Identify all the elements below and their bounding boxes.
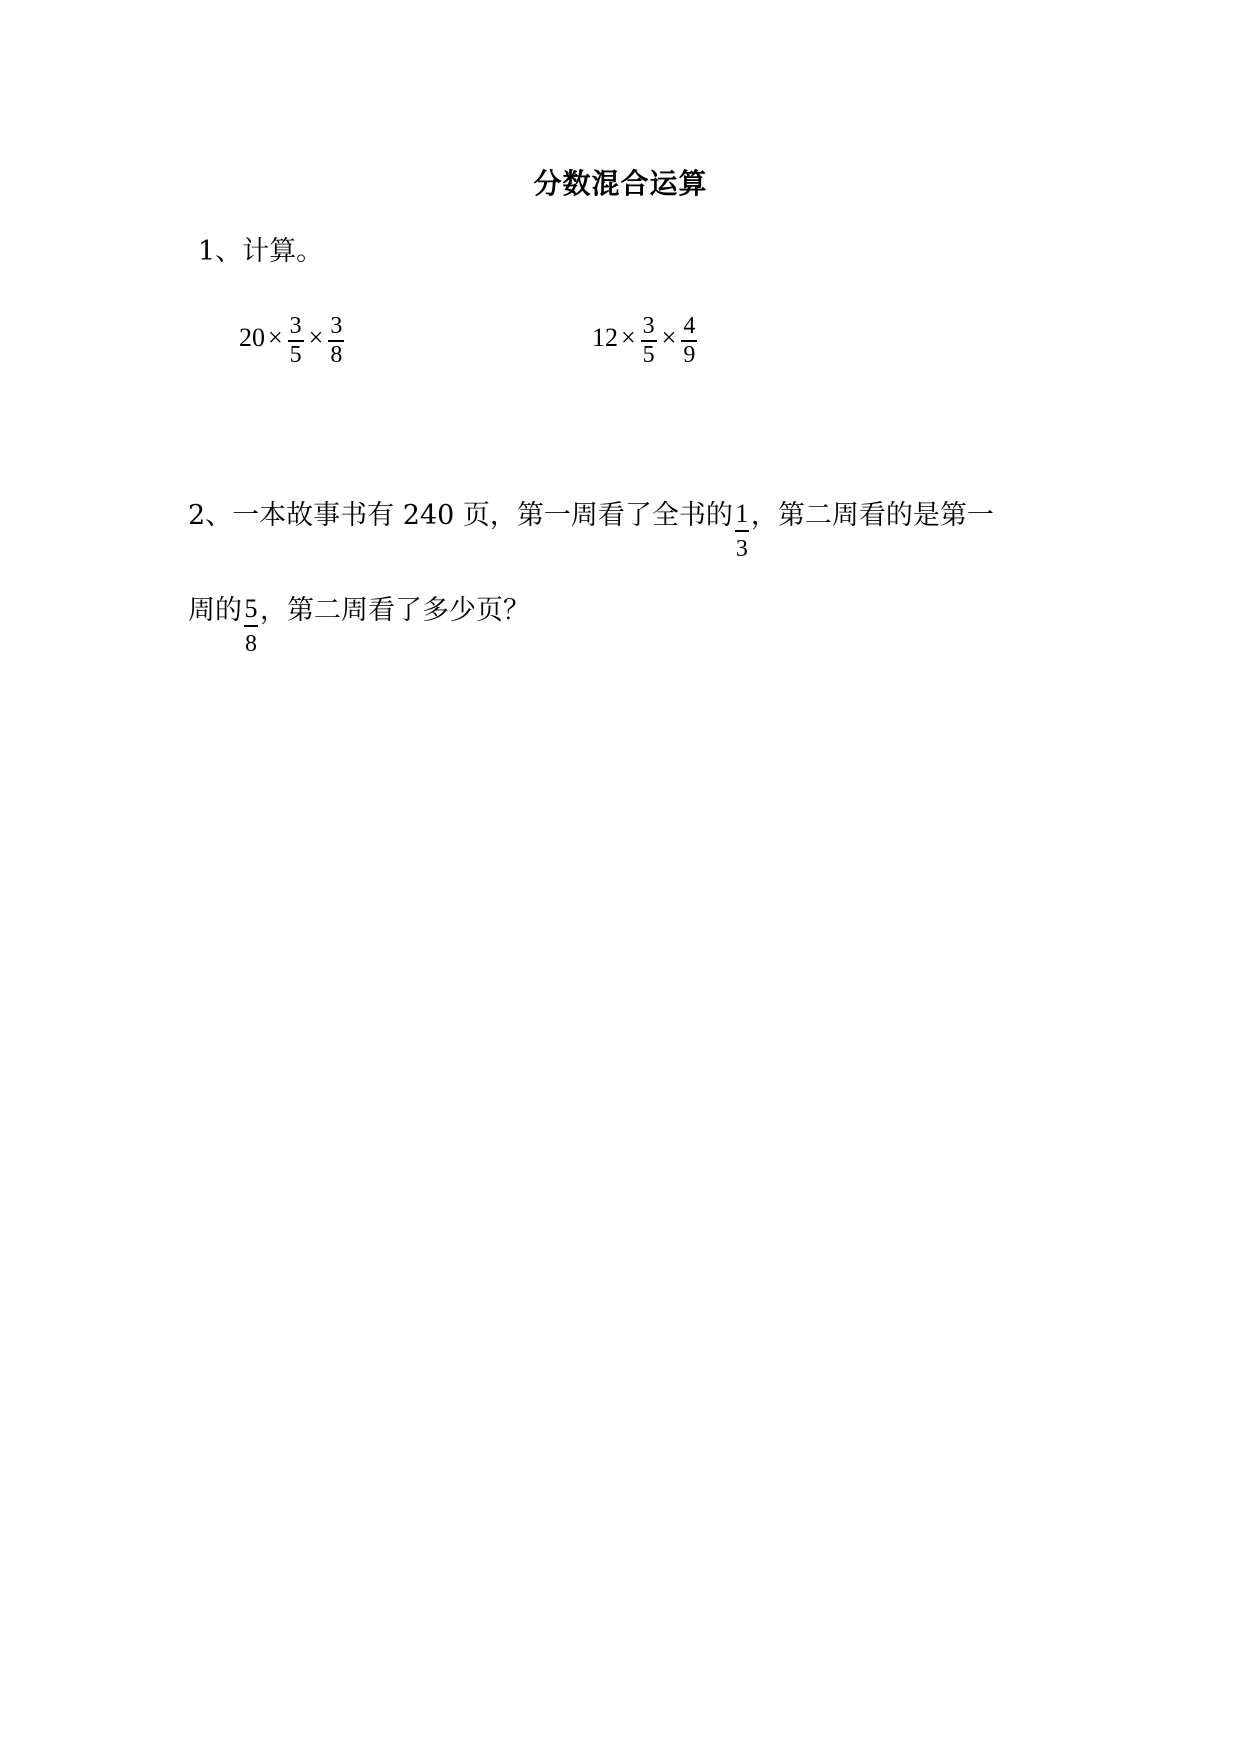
numerator: 4 (683, 313, 696, 340)
denominator: 8 (245, 631, 257, 657)
fraction (641, 312, 657, 364)
fraction-one-third (733, 496, 751, 562)
question-2-text-start: 2、一本故事书有 240 页，第一周看了全书的 (188, 500, 733, 531)
question-2-line-1 (188, 496, 994, 562)
question-2-text-end: ，第二周看了多少页？ (260, 595, 530, 626)
fraction (288, 312, 304, 364)
times-sign: × (308, 323, 324, 352)
numerator: 3 (330, 313, 343, 340)
question-2-text-continued: 周的 (188, 595, 242, 626)
numerator: 3 (642, 313, 655, 340)
question-2-line-2 (188, 591, 530, 657)
expression-1-whole: 20 (239, 323, 265, 352)
denominator: 3 (735, 536, 748, 562)
fraction-bar (735, 530, 749, 532)
denominator: 5 (642, 341, 655, 364)
expression-2 (592, 306, 699, 370)
question-2-text-middle: ，第二周看的是第一 (750, 500, 994, 531)
denominator: 8 (330, 341, 343, 364)
expression-1 (239, 306, 346, 370)
expression-2-whole: 12 (592, 323, 618, 352)
denominator: 9 (683, 341, 696, 364)
times-sign: × (661, 323, 677, 352)
times-sign: × (268, 323, 283, 352)
page-title: 分数混合运算 (533, 167, 708, 200)
numerator: 3 (289, 313, 302, 340)
fraction (328, 312, 344, 364)
denominator: 5 (289, 341, 302, 364)
fraction-five-eighths (242, 591, 260, 657)
numerator: 1 (735, 499, 749, 528)
fraction (681, 312, 697, 364)
times-sign: × (621, 323, 636, 352)
numerator: 5 (244, 594, 258, 623)
fraction-bar (244, 625, 258, 627)
question-1-heading: 1、计算。 (198, 236, 324, 267)
